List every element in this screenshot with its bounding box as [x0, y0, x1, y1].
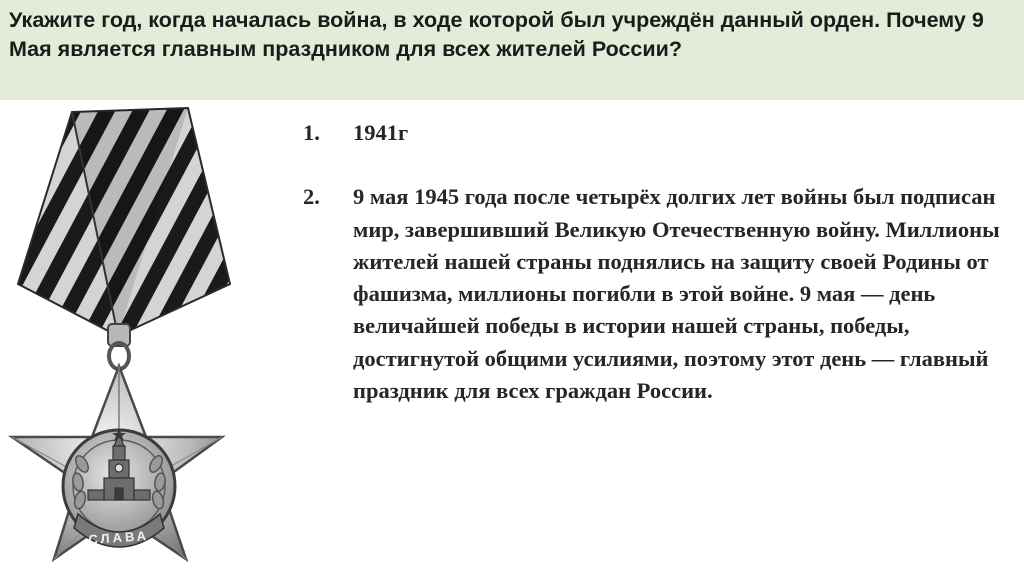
answer-text: 1941г: [353, 120, 409, 145]
answer-number: 1.: [303, 120, 320, 145]
answer-number: 2.: [303, 184, 320, 210]
question-text: Укажите год, когда началась война, в ходе которой был учреждён данный орден. Почему 9 Мая является главным праздником для всех жителей России?: [9, 8, 984, 61]
medal-inscription: СЛАВА: [87, 527, 150, 548]
medal-illustration: [0, 104, 250, 574]
answer-list: [303, 117, 1003, 407]
order-of-glory-icon: [0, 104, 250, 574]
answer-text: 9 мая 1945 года после четырёх долгих лет войны был подписан мир, завершивший Великую Отечественную войну. Миллионы жителей нашей страны поднялись на защиту своей Родины от фашизма, миллионы погибли в этой войне. 9 мая — день величайшей победы в истории нашей страны, победы, достигнутой общими усилиями, поэтому этот день — главный праздник для всех граждан России.: [353, 184, 1000, 404]
answer-item: [303, 181, 1003, 407]
answer-item: [303, 117, 1003, 149]
question-banner: [0, 0, 1024, 100]
